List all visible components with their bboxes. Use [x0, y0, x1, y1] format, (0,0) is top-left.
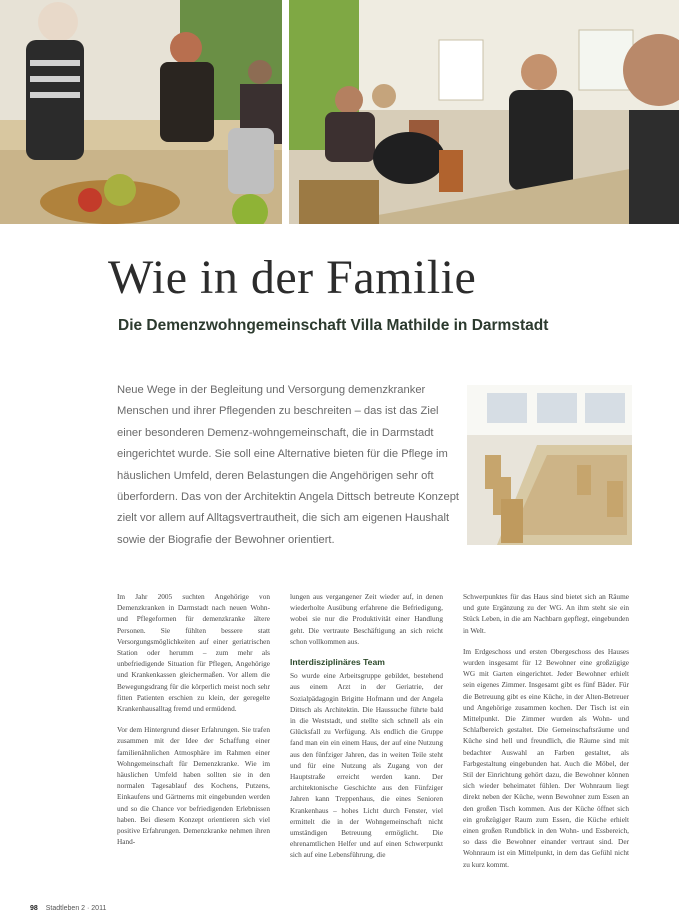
lead-paragraph: Neue Wege in der Begleitung und Versorgung demenzkranker Menschen und ihrer Pflegenden zu beschreiten – das ist das Ziel einer besonderen Demenz-wohngemeinschaft, die in Darmstadt eingerichtet wurde. Sie soll eine Alternative bieten für die Pflege im häuslichen Umfeld, deren Belastungen die Angehörigen sehr oft überfordern. Das von der Architektin Angela Dittsch betreute Konzept zielt vor allem auf Alltagsvertrautheit, die sich am eigenen Haushalt sowie der Biografie der Bewohner orientiert.: [117, 384, 460, 546]
body-paragraph: Vor dem Hintergrund dieser Erfahrungen. Sie trafen zusammen mit der Idee der Schaffung einer familienähnlichen Atmosphäre im Rahmen einer Wohngemeinschaft für Demenzkranke. Wie im häuslichen Umfeld haben sollten sie in den normalen Tagesablauf des Kochens, Putzens, Einkaufens und Gärtnerns mit eingebunden werden und so die Chance vor befriedigenden Erlebnissen haben. Bei diesem Konzept orientieren sich viel positive Erfahrungen. Demenzkranke nehmen ihren Hand-: [117, 725, 270, 847]
article-subtitle: Die Demenzwohngemeinschaft Villa Mathilde in Darmstadt: [118, 317, 549, 334]
body-paragraph: lungen aus vergangener Zeit wieder auf, in denen wiederholte Ausübung erfahrene die Befriedigung, wobei sie nur die Produktivität einer Handlung geht. Die vertraute Beschäftigung an sich reicht schon vollkommen aus.: [290, 592, 443, 646]
page-footer: [30, 905, 106, 912]
body-paragraph: Im Jahr 2005 suchten Angehörige von Demenzkranken in Darmstadt nach neuen Wohn- und Pflegeformen für demenzkranke ältere Personen. Sie fühlten bessere statt Versorgungsmöglichkeiten auf einer geriatrischen Station oder herumm – zum mehr als unbefriedigende Situation für Pflegen, Angehörige und Krankenkassen gleichermaßen. Vor allem die Bewegungsdrang für die körperlich meist noch sehr fitten Patienten erschien zu klein, der geregelte Krankenhausalltag fremd und ermüdend.: [117, 592, 270, 714]
body-paragraph: So wurde eine Arbeitsgruppe gebildet, bestehend aus einem Arzt in der Geriatrie, der Sozialpädagogin Brigitte Hofmann und der Angela Dittsch als Architektin. Die Haussuche führte bald in die Weststadt, und stellte sich schnell als ein Glücksfall zu Verfügung. Als endlich die Gruppe fand man ein ein einem Haus, der auf eine Nutzung aus den fünfziger Jahren, das in weiten Teile steht und für eine Nutzung als Zugang von der Hauptstraße erreicht werden kann. Der architektonische Geschichte aus den Fünfziger Jahren kann Treppenhaus, die eines Senioren Krankenhaus – hohes Licht durch Fenster, viel ermittelt die in der Wohngemeinschaft nicht umständigen Betreuung ermöglicht. Die ehrenamtlichen Helfer und auf einen Schwerpunkt sich auf eine Lebensführung, die: [290, 671, 443, 860]
photo-dining-room: [467, 385, 632, 545]
section-heading: Interdisziplinäres Team: [290, 657, 385, 668]
publication-name: Stadtleben 2 · 2011: [45, 905, 107, 912]
article-title: Wie in der Familie: [108, 251, 477, 304]
body-column-1: [117, 591, 270, 903]
page-number: 98: [30, 905, 38, 912]
body-paragraph: Im Erdgeschoss und ersten Obergeschoss des Hauses wurden insgesamt für 12 Bewohner eine großzügige WG mit Garten eingerichtet. Jeder Bewohner erhielt sein eigenes Zimmer. Insgesamt gibt es fünf Bäder. Für die Betreuung gibt es eine Küche, in der Alten-Betreuer und Angehörige zusammen kochen. Der Tisch ist ein Mittelpunkt. Die Zimmer wurden als Wohn- und Schlafbereich gestaltet. Die Gemeinschaftsräume und Küche sind hell und freundlich, die Räume sind mit bedachter Auswahl an Farben gestaltet, als Farbgestaltung eingebunden hat. Auch die Möbel, der Stil der Einrichtung gehört dazu, die Bewohner können sich wieder beheimatet fühlen. Der Wohnraum liegt direkt neben der Küche, wenn Bewohner zum Essen an den großen Tisch kommen. Aus der Küche öffnet sich ein großzügiger Raum zum Essen, die Küche erhielt einen großen Rundblick in den Wohn- und Essbereich, so dass die Bewohner einander vertraut sind. Der Wohnraum ist ein Mittelpunkt, in dem das Gefühl nicht zu kurz kommt.: [463, 646, 629, 869]
body-column-3: [463, 591, 629, 903]
body-column-2: [290, 591, 443, 903]
body-paragraph: Schwerpunktes für das Haus sind bietet sich an Räume und gute Ergänzung zu der WG. An ihm steht sie ein Stück Leben, in die am Nachbarn gepflegt, eingebunden in Welt.: [463, 592, 629, 635]
photo-kitchen: [0, 0, 282, 224]
photo-table: [289, 0, 679, 224]
